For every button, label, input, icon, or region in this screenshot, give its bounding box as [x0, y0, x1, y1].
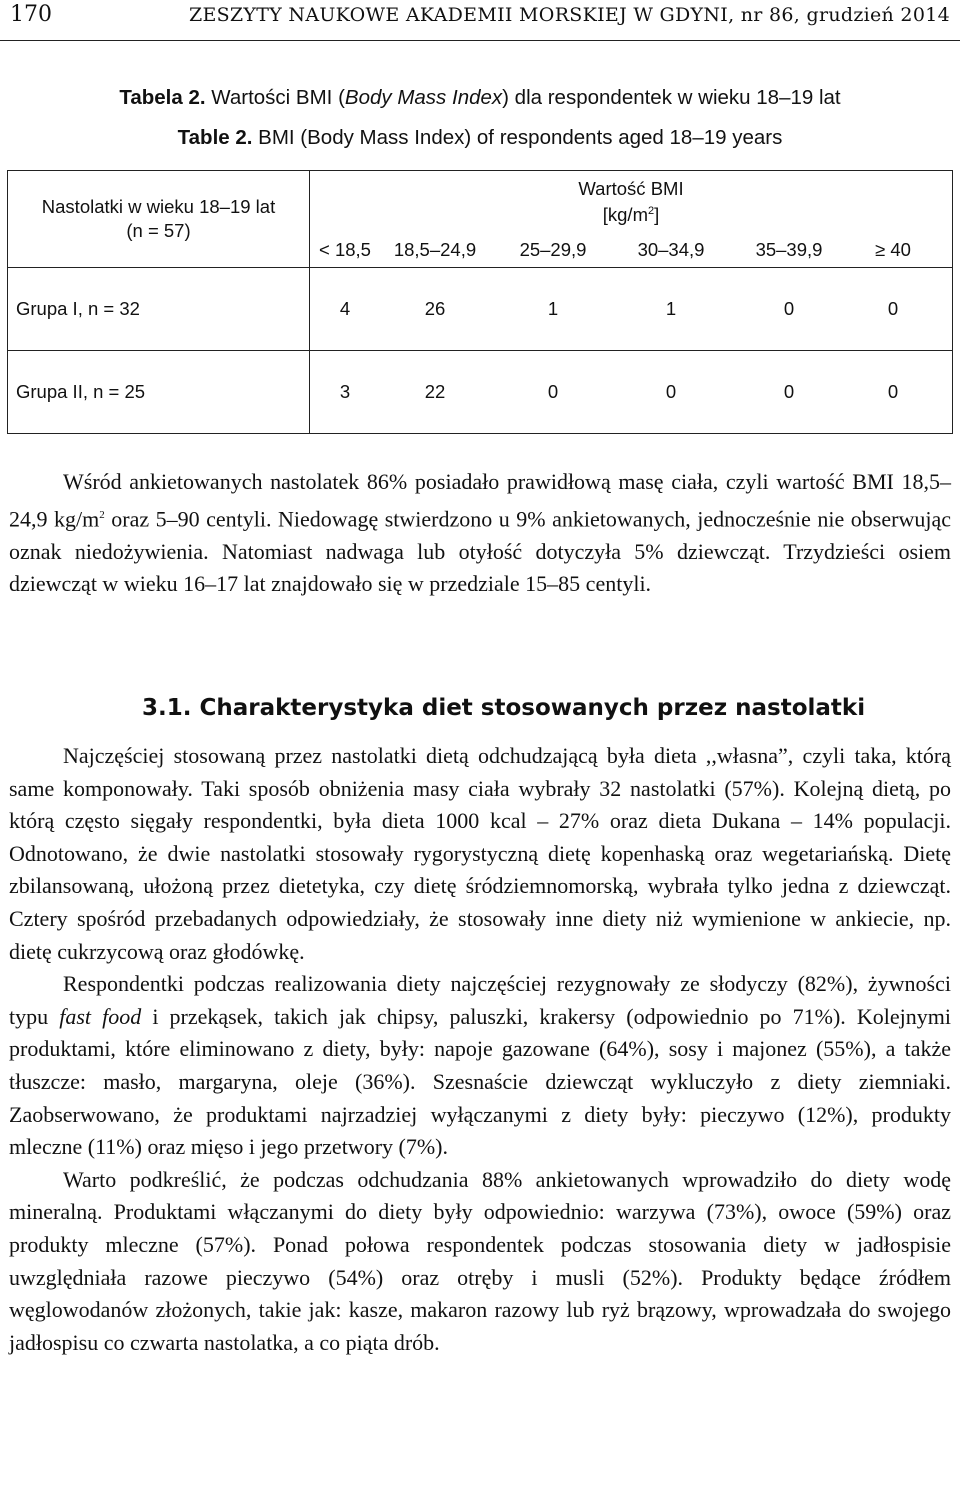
table-row	[8, 351, 953, 434]
results-paragraph: Wśród ankietowanych nastolatek 86% posiadało prawidłową masę ciała, czyli wartość BMI 18,5–24,9 $kg/m^2$ oraz 5–90 centyli. Niedowagę stwierdzono u 9% ankietowanych, jednocześnie nie obserwując oznak niedożywienia. Natomiast nadwaga lub otyłość dotyczyła 5% dziewcząt. Trzydzieści osiem dziewcząt w wieku 16–17 lat znajdowało się w przedziale 15–85 centyli.	[9, 469, 951, 597]
caption-pl-text-a: Wartości BMI (	[205, 86, 345, 109]
bmi-value-header	[310, 171, 953, 234]
group-header-line-b: (n = 57)	[126, 220, 191, 241]
table-cell: 0	[887, 381, 899, 402]
table-cell: 4	[339, 298, 351, 319]
paragraph-diets: Najczęściej stosowaną przez nastolatki dietą odchudzającą była dieta ,,własna”, czyli taka, którą same komponowały. Taki sposób obniżenia masy ciała wybrały 32 nastolatki (57%). Kolejną dietą, po którą często sięgały respondentki, była dieta 1000 kcal – 27% oraz dieta Dukana – 14% populacji. Odnotowano, że dwie nastolatki stosowały rygorystyczną dietę kopenhaską oraz wegetariańską. Dietę zbilansowaną, ułożoną przez dietetyka, czy dietę śródziemnomorską, wybrała tylko jedna z dziewcząt. Cztery spośród przebadanych odpowiedziały, że stosowały inne diety niż wymienione w ankiecie, np. dietę cukrzycową oraz głodówkę.	[9, 743, 951, 964]
caption-pl-italic: Body Mass Index	[344, 86, 503, 109]
row-label: Grupa I, n = 32	[8, 268, 310, 351]
row-label: Grupa II, n = 25	[8, 351, 310, 434]
body-text	[9, 740, 951, 1359]
range-header: 30–34,9	[637, 239, 705, 260]
row-values	[310, 268, 953, 351]
range-header: 25–29,9	[519, 239, 587, 260]
caption-pl-text-b: ) dla respondentek w wieku 18–19 lat	[502, 86, 841, 109]
table-cell: 0	[887, 298, 899, 319]
caption-en-text: BMI (Body Mass Index) of respondents aged 18–19 years	[252, 126, 783, 149]
range-header: ≥ 40	[875, 239, 911, 260]
group-header-line-a: Nastolatki w wieku 18–19 lat	[41, 196, 276, 217]
table-label-pl: Tabela 2.	[119, 86, 206, 109]
running-header	[0, 0, 960, 41]
bmi-table	[7, 170, 953, 434]
table-cell: 1	[665, 298, 677, 319]
page-number: 170	[10, 2, 52, 27]
table-row	[8, 268, 953, 351]
journal-title: ZESZYTY NAUKOWE AKADEMII MORSKIEJ W GDYNI, nr 86, grudzień 2014	[188, 4, 950, 26]
table-cell: 3	[339, 381, 351, 402]
table-cell: 1	[547, 298, 559, 319]
range-header: 35–39,9	[755, 239, 823, 260]
table-caption-pl	[0, 86, 960, 110]
table-cell: 22	[424, 381, 446, 402]
table-caption-en	[0, 126, 960, 150]
table-label-en: Table 2.	[177, 126, 253, 149]
table-cell: 0	[665, 381, 677, 402]
table-cell: 0	[783, 381, 795, 402]
paragraph-added: Warto podkreślić, że podczas odchudzania 88% ankietowanych wprowadziło do diety wodę mineralną. Produktami włączanymi do diety były odpowiednio: warzywa (73%), owoce (59%) oraz produkty mleczne (57%). Ponad połowa respondentek podczas stosowania diety w jadłospisie uwzględniała razowe pieczywo (54%) oraz otręby i musli (52%). Produkty będące źródłem węglowodanów złożonych, takie jak: kasze, makaron razowy lub ryż brązowy, wprowadzała do swojego jadłospisu co czwarta nastolatka, a co piąta drób.	[9, 1166, 951, 1355]
group-header-cell	[8, 171, 310, 268]
table-cell: 26	[424, 298, 446, 319]
section-heading: 3.1. Charakterystyka diet stosowanych przez nastolatki	[142, 695, 866, 721]
value-header-line-a: Wartość BMI	[578, 177, 684, 199]
range-header: < 18,5	[319, 239, 371, 260]
value-header-line-b: $[kg/m^2]$	[602, 204, 660, 226]
paragraph-eliminated: Respondentki podczas realizowania diety najczęściej rezygnowały ze słodyczy (82%), żywności typu fast food i przekąsek, takich jak chipsy, paluszki, krakersy (odpowiednio po 71%). Kolejnymi produktami, które eliminowano z diety, były: napoje gazowane (64%), sosy i majonez (55%), a także tłuszcze: masło, margaryna, oleje (36%). Szesnaście dziewcząt wykluczyło z diety ziemniaki. Zaobserwowano, że produktami najrzadziej wyłączanymi z diety były: pieczywo (12%), produkty mleczne (11%) oraz mięso i jego przetwory (7%).	[9, 971, 951, 1160]
table-cell: 0	[547, 381, 559, 402]
table-cell: 0	[783, 298, 795, 319]
row-values	[310, 351, 953, 434]
bmi-range-header	[310, 233, 953, 268]
range-header: 18,5–24,9	[393, 239, 477, 260]
